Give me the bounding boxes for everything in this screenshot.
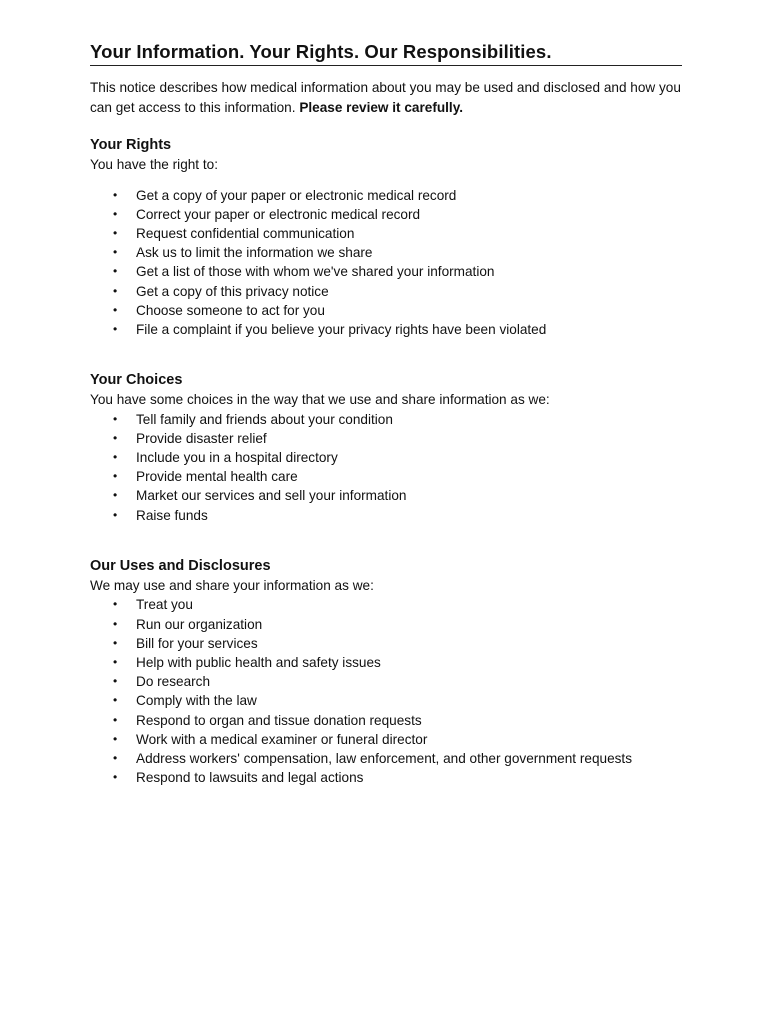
document-page: [90, 40, 682, 787]
section-heading: Our Uses and Disclosures: [90, 557, 271, 574]
bullet-marker: •: [113, 674, 118, 689]
bullet-marker: •: [113, 430, 118, 445]
list-item: [90, 730, 682, 749]
bullet-marker: •: [113, 450, 118, 465]
list-item-text: Market our services and sell your information: [136, 488, 407, 504]
list-item-text: Comply with the law: [136, 693, 257, 709]
list-item-text: Do research: [136, 674, 211, 690]
list-item-text: Correct your paper or electronic medical record: [136, 206, 421, 222]
list-item: [90, 711, 682, 730]
list-item-text: Get a list of those with whom we've shared your information: [136, 264, 495, 280]
bullet-marker: •: [113, 770, 118, 785]
list-item-text: Request confidential communication: [136, 225, 355, 241]
section-heading: Your Choices: [90, 372, 183, 389]
bullet-marker: •: [113, 597, 118, 612]
list-item: [90, 410, 682, 429]
list-item-text: Bill for your services: [136, 635, 258, 651]
list-item-text: Work with a medical examiner or funeral director: [136, 731, 428, 747]
list-item-text: Ask us to limit the information we share: [136, 245, 373, 261]
list-item: [90, 749, 682, 768]
list-item: [90, 634, 682, 653]
section-lead: We may use and share your information as we:: [90, 577, 374, 593]
list-item-text: Provide mental health care: [136, 469, 298, 485]
list-item: [90, 224, 682, 243]
bullet-marker: •: [113, 321, 118, 336]
list-item: [90, 301, 682, 320]
list-item-text: Respond to organ and tissue donation requests: [136, 712, 422, 728]
bullet-marker: •: [113, 264, 118, 279]
bullet-marker: •: [113, 488, 118, 503]
bullet-marker: •: [113, 411, 118, 426]
intro-emphasis: Please review it carefully.: [299, 99, 464, 115]
list-item-text: Tell family and friends about your condition: [136, 411, 393, 427]
list-item-text: Address workers' compensation, law enforcement, and other government requests: [136, 750, 632, 766]
bullet-marker: •: [113, 731, 118, 746]
list-item-text: Get a copy of this privacy notice: [136, 283, 329, 299]
intro-text: This notice describes how medical information about you may be used and disclosed and how you can get access to this information.: [90, 80, 681, 115]
list-item: [90, 691, 682, 710]
uses-list: [90, 595, 682, 787]
bullet-marker: •: [113, 469, 118, 484]
list-item-text: Run our organization: [136, 616, 263, 632]
list-item: [90, 262, 682, 281]
list-item: [90, 768, 682, 787]
list-item: [90, 615, 682, 634]
list-item-text: Include you in a hospital directory: [136, 450, 338, 466]
list-item-text: Raise funds: [136, 507, 208, 523]
list-item: [90, 448, 682, 467]
bullet-marker: •: [113, 712, 118, 727]
bullet-marker: •: [113, 654, 118, 669]
bullet-marker: •: [113, 245, 118, 260]
list-item: [90, 672, 682, 691]
bullet-marker: •: [113, 283, 118, 298]
list-item: [90, 653, 682, 672]
list-item-text: Treat you: [136, 597, 193, 613]
list-item-text: Choose someone to act for you: [136, 302, 325, 318]
intro-paragraph: [90, 78, 682, 117]
list-item: [90, 320, 682, 339]
list-item-text: Help with public health and safety issues: [136, 654, 381, 670]
list-item: [90, 429, 682, 448]
your-choices-section: [90, 370, 682, 525]
list-item: [90, 186, 682, 205]
bullet-marker: •: [113, 302, 118, 317]
section-lead: You have the right to:: [90, 157, 218, 172]
list-item: [90, 205, 682, 224]
list-item-text: Respond to lawsuits and legal actions: [136, 770, 364, 786]
list-item: [90, 243, 682, 262]
list-item-text: Get a copy of your paper or electronic medical record: [136, 187, 457, 203]
bullet-marker: •: [113, 616, 118, 631]
bullet-marker: •: [113, 225, 118, 240]
rights-list: [90, 186, 682, 340]
section-lead: You have some choices in the way that we use and share information as we:: [90, 392, 550, 408]
uses-disclosures-section: [90, 556, 682, 788]
your-rights-section: [90, 135, 682, 339]
list-item: [90, 595, 682, 614]
bullet-marker: •: [113, 693, 118, 708]
page-title: Your Information. Your Rights. Our Responsibilities.: [90, 40, 682, 66]
section-heading: Your Rights: [90, 137, 172, 153]
list-item: [90, 486, 682, 505]
bullet-marker: •: [113, 206, 118, 221]
bullet-marker: •: [113, 635, 118, 650]
bullet-marker: •: [113, 750, 118, 765]
bullet-marker: •: [113, 507, 118, 522]
list-item: [90, 282, 682, 301]
list-item: [90, 506, 682, 525]
bullet-marker: •: [113, 187, 118, 202]
list-item-text: Provide disaster relief: [136, 430, 267, 446]
list-item-text: File a complaint if you believe your privacy rights have been violated: [136, 321, 547, 337]
list-item: [90, 467, 682, 486]
choices-list: [90, 410, 682, 525]
